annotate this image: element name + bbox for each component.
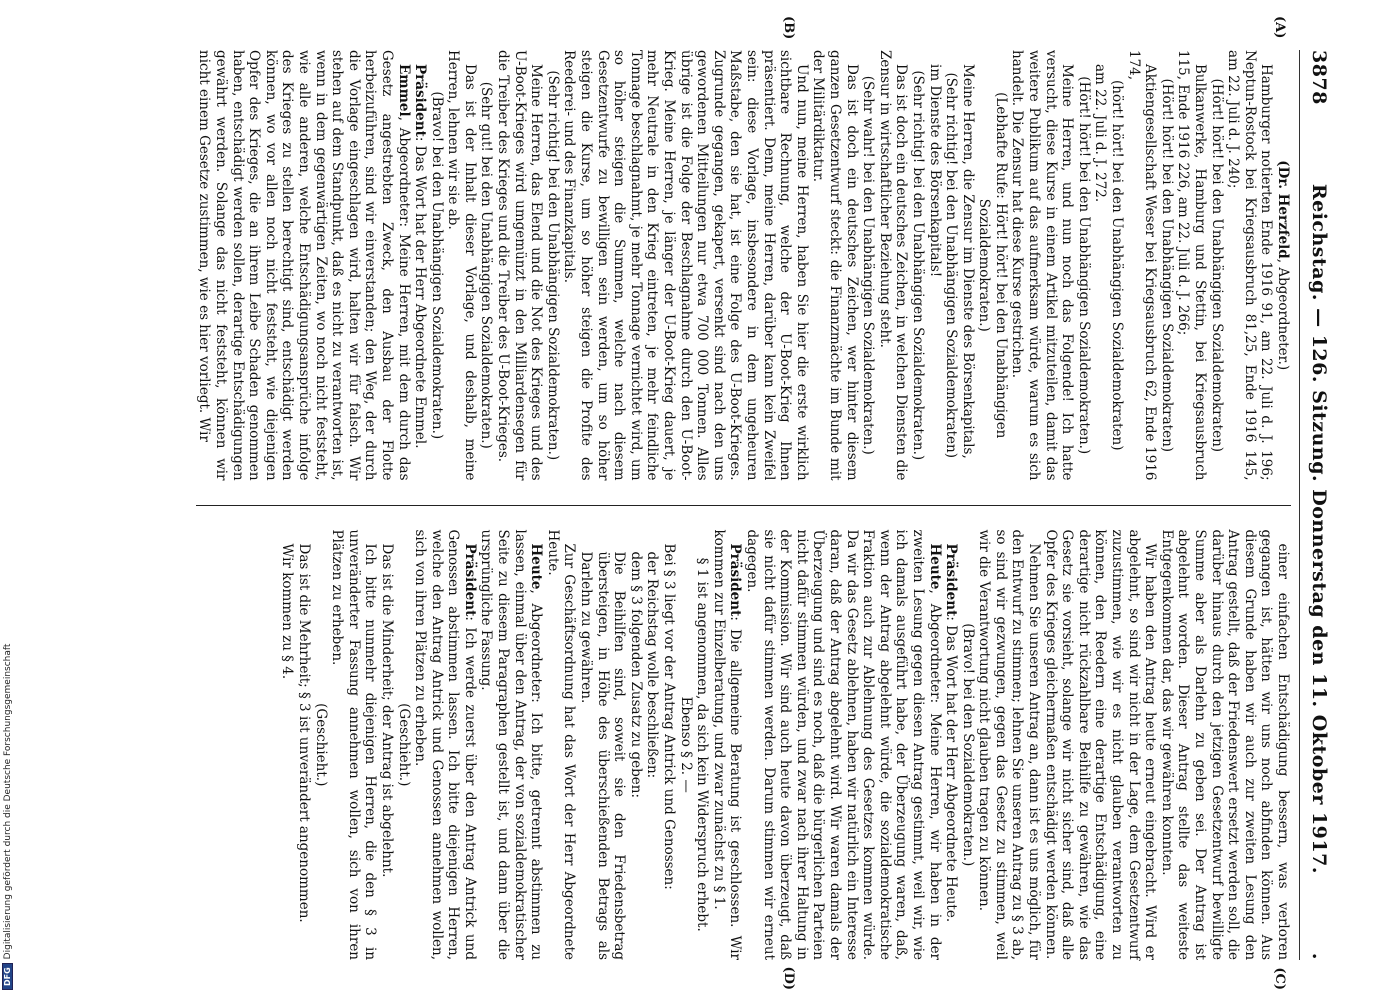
right-column bbox=[196, 529, 1291, 991]
paragraph: der Reichstag wolle beschließen: bbox=[644, 551, 661, 779]
paragraph: (Hört! hört! bei den Unabhängigen Sozialdemokraten) bbox=[1158, 78, 1175, 453]
paragraph: Das ist die Minderheit; der Antrag ist abgelehnt. bbox=[378, 543, 395, 878]
paragraph: Emmel, Abgeordneter: Meine Herren, mit dem durch das Gesetz angestrebten Zweck, den Ausbau der Flotte herbeizuführen, sind wir einverstanden; den Weg, der durch die Vorlage eingeschlagen wird, halten wir für falsch. Wir stehen auf dem Standpunkt, daß es nicht zu verantworten ist, wenn in dem gegenwärtigen Zeiten, wo noch nicht feststeht, wie alle anderen, welche Entschädigungsansprüche infolge des Krieges zu stellen berechtigt sind, entschädigt werden können, wo vor allen noch nicht feststeht, wie diejenigen Opfer des Krieges, die an ihrem Leibe Schaden genommen haben, entschädigt werden sollen, derartige Entschädigungen gewährt werden. Solange das nicht feststeht, können wir nicht einem Gesetze zustimmen, wie es hier vorliegt. Wir bbox=[196, 50, 412, 481]
paragraph: im Dienste des Börsenkapitals! bbox=[926, 64, 943, 278]
paragraph: § 1 ist angenommen, da sich kein Widerspruch erhebt. bbox=[694, 557, 711, 932]
paragraph: Meine Herren, und nun noch das Folgende! Ich hatte versucht, diese Kurse in einem Artikel mitzuteilen, damit das weitere Publikum auf das aufmerksam würde, warum es sich handelt. Die Zensur hat diese Kurse gestrichen. bbox=[1009, 50, 1076, 481]
margin-marker-c: (C) bbox=[1272, 967, 1287, 991]
paragraph: Wir haben den Antrag heute erneut eingebracht. Wird er abgelehnt, so sind wir nicht in der Lage, dem Gesetzentwurf zuzustimmen, wie wir es nicht glauben verantworten zu können, den Reedern eine derartige Entschädigung, eine derartige nicht rückzahlbare Beihilfe zu gewähren, wie das Gesetz sie vorsieht, solange wir nicht sicher sind, daß alle Opfer des Krieges gleichermaßen entschädigt werden können. bbox=[1042, 529, 1159, 961]
text-columns bbox=[196, 16, 1291, 991]
paragraph: Bulkanwerke, Hamburg und Stettin, bei Kriegsausbruch 115, Ende 1916 226, am 22. Juli d. J. 266; bbox=[1175, 50, 1209, 481]
paragraph: Präsident: Die allgemeine Beratung ist geschlossen. Wir kommen zur Einzelberatung, und zwar zunächst zu § 1. bbox=[710, 529, 744, 961]
paragraph: Nehmen Sie unseren Antrag an, dann ist es uns möglich, für den Entwurf zu stimmen; lehnen Sie unseren Antrag zu § 3 ab, so sind wir gezwungen, gegen das Gesetz zu stimmen, weil wir die Verantwortung nicht glauben tragen zu können. bbox=[976, 529, 1043, 961]
paragraph: Das ist doch ein deutsches Zeichen, wer hinter diesem ganzen Gesetzentwurf steckt: die Finanzmächte im Bunde mit der Militärdiktatur. bbox=[810, 50, 860, 481]
paragraph: Das ist die Mehrheit; § 3 ist unverändert angenommen. bbox=[295, 543, 312, 923]
paragraph: Meine Herren, die Zensur im Dienste des Börsenkapitals, bbox=[959, 64, 976, 459]
paragraph: (Dr. Herzfeld, Abgeordneter.) bbox=[1275, 160, 1291, 371]
margin-marker-b: (B) bbox=[781, 16, 796, 40]
document-page bbox=[20, 10, 1340, 990]
digitization-credit bbox=[2, 644, 13, 990]
paragraph: (Sehr wahr! bei den Unabhängigen Sozialdemokraten.) bbox=[860, 75, 877, 455]
left-column bbox=[196, 16, 1291, 481]
page-header bbox=[1299, 50, 1330, 960]
paragraph: Präsident: Das Wort hat der Herr Abgeordnete Emmel. bbox=[412, 64, 429, 449]
paragraph: (Bravo! bei den Sozialdemokraten.) bbox=[959, 623, 976, 867]
paragraph: Das ist der Inhalt dieser Vorlage, und deshalb, meine Herren, lehnen wir sie ab. bbox=[445, 50, 478, 481]
paragraph: Und nun, meine Herren, haben Sie hier die erste wirklich sichtbare Rechnung, welche der U-Boot-Krieg Ihnen präsentiert. Denn, meine Herren, darüber kann kein Zweifel sein: diese Vorlage, insbesondere in dem ungeheuren Maßstabe, den sie hat, ist eine Folge des U-Boot-Krieges. Zugrunde gegangen, gekapert, versenkt sind nach den uns gewordenen Mitteilungen nur etwa 700 000 Tonnen. Alles übrige ist die Folge der Beschlagnahme durch den U-Boot-Krieg. Meine Herren, je länger der U-Boot-Krieg dauert, je mehr Neutrale in den Krieg eintreten, je mehr feindliche Tonnage beschlagnahmt, je mehr Tonnage vernichtet wird, um so höher steigen die Summen, welche nach diesem Gesetzentwurfe zu bewilligen sein werden, um so höher steigen die Kurse, um so höher steigen die Profite des Reederei- und des Finanzkapitals. bbox=[561, 50, 810, 481]
margin-marker-a: (A) bbox=[1272, 16, 1287, 39]
paragraph: Wir kommen zu § 4. bbox=[279, 543, 296, 680]
paragraph: (Lebhafte Rufe: Hört! hört! bei den Unabhängigen Sozialdemokraten.) bbox=[976, 92, 1009, 439]
paragraph: Das ist doch ein deutsches Zeichen, in welchen Diensten die Zensur in wirtschaftlicher Beziehung steht. bbox=[876, 50, 910, 481]
paragraph: (Sehr richtig! bei den Unabhängigen Sozialdemokraten.) bbox=[544, 70, 561, 461]
paragraph: (Sehr gut! bei den Unabhängigen Sozialdemokraten.) bbox=[478, 81, 495, 449]
paragraph: am 22. Juli d. J. 272. bbox=[1092, 64, 1109, 203]
column-divider bbox=[196, 505, 1291, 506]
paragraph: einer einfachen Entschädigung bessern, was verloren gegangen ist, hätten wir uns noch abfinden können. Aus diesem Grunde haben wir auch zur zweiten Lesung den Antrag gestellt, daß der Friedenswert ersetzt werden soll, die darüber hinaus durch den jetzigen Gesetzentwurf bewilligte Summe aber als Darlehn zu geben sei. Der Antrag ist abgelehnt worden. Dieser Antrag stellte das weiteste Entgegenkommen dar, das wir gewähren konnten. bbox=[1158, 529, 1291, 961]
paragraph: Bei § 3 liegt vor der Antrag Antrick und Genossen: bbox=[661, 543, 678, 890]
page-title: Reichstag. — 126. Sitzung. Donnerstag den 11. Oktober 1917. bbox=[1308, 183, 1330, 874]
paragraph: Aktiengesellschaft Weser bei Kriegsausbruch 62, Ende 1916 174, bbox=[1125, 50, 1159, 481]
paragraph: (Geschieht.) bbox=[312, 703, 329, 787]
paragraph: (Geschieht.) bbox=[395, 703, 412, 787]
paragraph: Präsident: Ich werde zuerst über den Antrag Antrick und Genossen abstimmen lassen. Ich bitte diejenigen Herren, welche den Antrag Antrick und Genossen annehmen wollen, sich von ihren Plätzen zu erheben. bbox=[412, 529, 478, 961]
paragraph: Präsident: Das Wort hat der Herr Abgeordnete Heute. bbox=[943, 543, 960, 923]
paragraph: (Sehr richtig! bei den Unabhängigen Sozialdemokraten) bbox=[943, 72, 960, 458]
digitization-credit-text: Digitalisierung gefördert durch die Deutsche Forschungsgemeinschaft bbox=[3, 643, 13, 960]
paragraph: (Sehr richtig! bei den Unabhängigen Sozialdemokraten.) bbox=[909, 70, 926, 461]
margin-marker-d: (D) bbox=[781, 966, 796, 991]
paragraph: (Hört! hört! bei den Unabhängigen Sozialdemokraten) bbox=[1208, 78, 1225, 453]
paragraph: (Bravo! bei den Unabhängigen Sozialdemokraten.) bbox=[428, 91, 445, 440]
dfg-logo: DFG bbox=[2, 963, 13, 990]
paragraph: Ich bitte nunmehr diejenigen Herren, die den § 3 in unveränderter Fassung annehmen wollen, sich von ihren Plätzen zu erheben. bbox=[329, 529, 379, 961]
paragraph: Ebenso § 2. — bbox=[677, 696, 694, 793]
paragraph: dem § 3 folgenden Zusatz zu geben: bbox=[627, 551, 644, 799]
paragraph: Hamburger notierten Ende 1916 91, am 22. Juli d. J. 196; Neptun-Rostock bei Kriegsausbruch 81,25, Ende 1916 145, am 22. Juli d. J. 240; bbox=[1225, 50, 1275, 481]
paragraph: Heute, Abgeordneter: Meine Herren, wir haben in der zweiten Lesung gegen diesen Antrag gestimmt, weil wir, wie ich damals ausgeführt habe, der Überzeugung waren, daß, wenn der Antrag abgelehnt würde, die sozialdemokratische Fraktion auch zur Ablehnung des Gesetzes kommen würde. Da wir das Gesetz ablehnen, haben wir natürlich ein Interesse daran, daß der Antrag abgelehnt wird. Wir waren damals der Überzeugung und sind es noch, daß die bürgerlichen Parteien nicht dafür stimmen würden, und zwar nach ihrer Haltung in der Kommission. Wir sind auch heute davon überzeugt, daß sie nicht dafür stimmen werden. Darum stimmen wir erneut dagegen. bbox=[744, 529, 943, 961]
paragraph: Die Beihilfen sind, soweit sie den Friedensbetrag übersteigen, in Höhe des überschießenden Betrags als Darlehn zu gewähren. bbox=[578, 551, 628, 961]
paragraph: (hört! hört! bei den Unabhängigen Sozialdemokraten) bbox=[1109, 79, 1126, 451]
header-dot: . bbox=[1308, 952, 1330, 960]
paragraph: Zur Geschäftsordnung hat das Wort der Herr Abgeordnete Heute. bbox=[544, 529, 578, 961]
paragraph: Heute, Abgeordneter: Ich bitte, getrennt abstimmen zu lassen, einmal über den Antrag, der von sozialdemokratischer Seite zu diesem Paragraphen gestellt ist, und dann über die ursprüngliche Fassung. bbox=[478, 529, 545, 961]
page-number: 3878 bbox=[1308, 50, 1330, 105]
paragraph: Meine Herren, das Elend und die Not des Krieges und des U-Boot-Krieges wird umgemünzt in den Milliardensegen für die Treiber des Krieges und die Treiber des U-Boot-Krieges. bbox=[495, 50, 545, 481]
paragraph: (Hört! hört! bei den Unabhängigen Sozialdemokraten.) bbox=[1075, 76, 1092, 455]
